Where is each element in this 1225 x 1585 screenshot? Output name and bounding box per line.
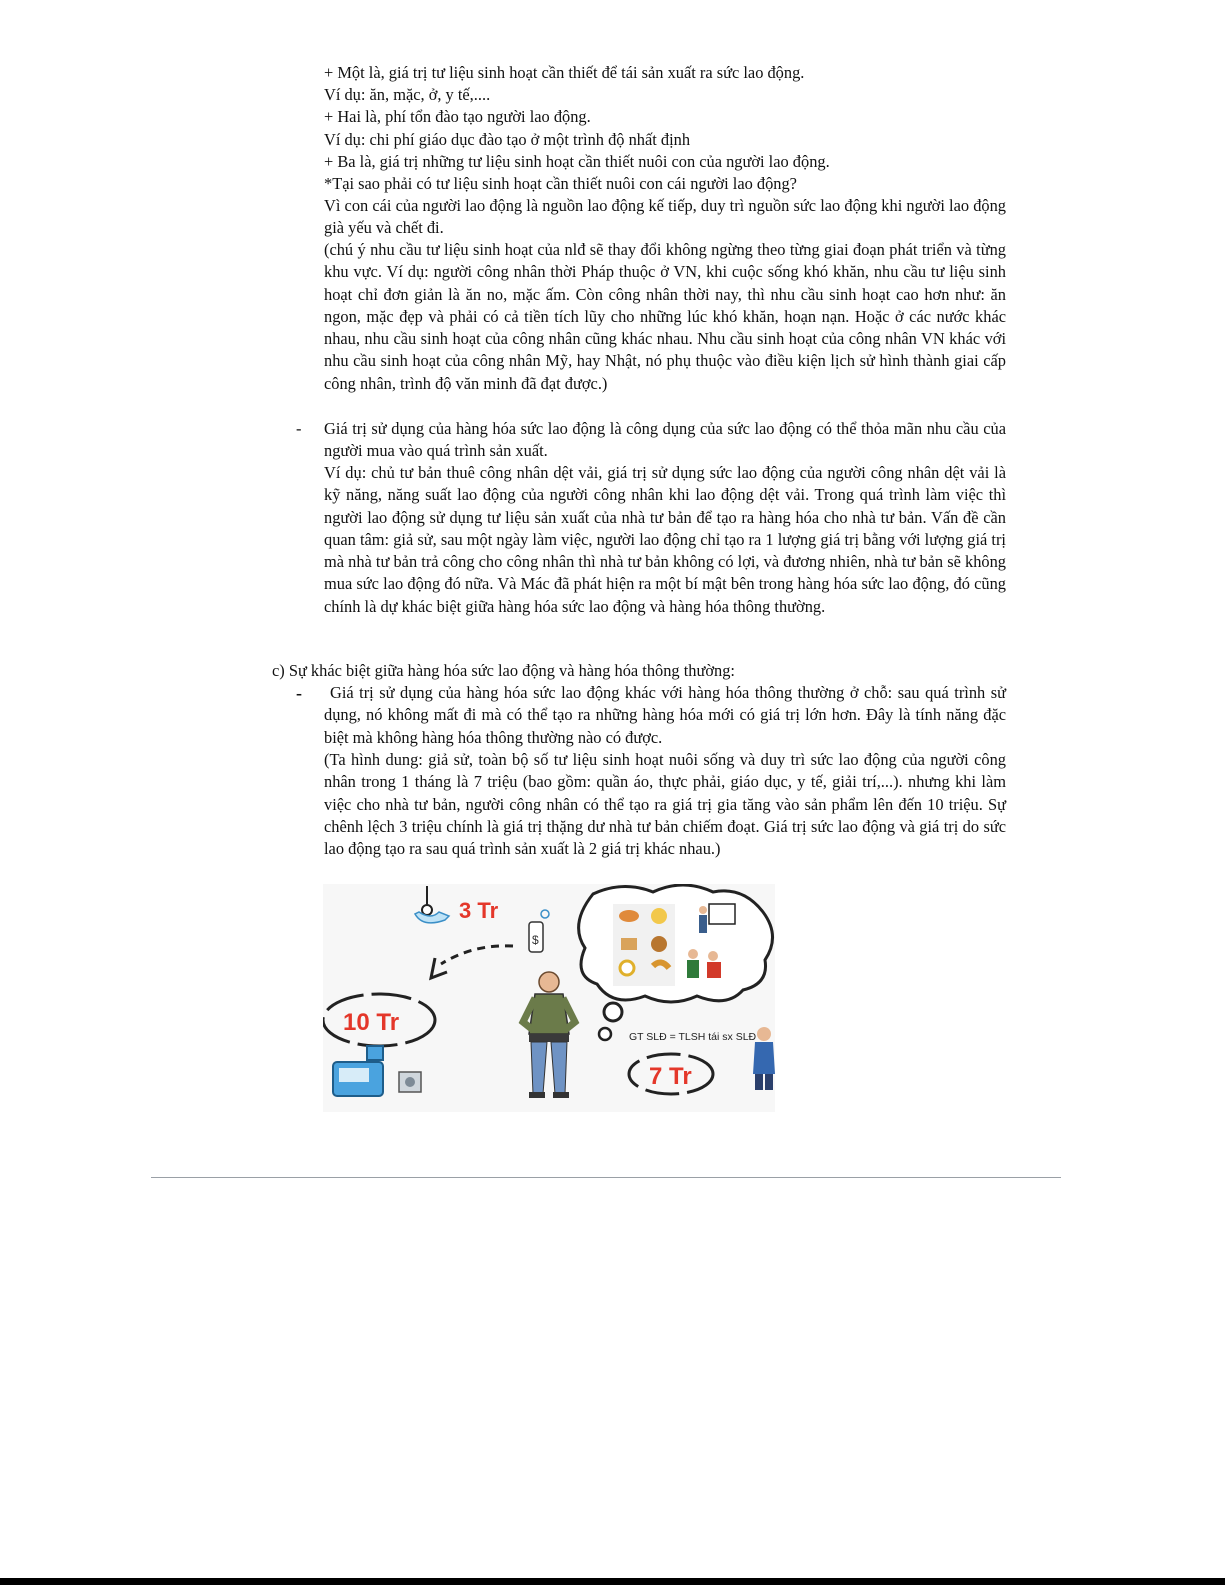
illustration-surplus-value <box>323 884 775 1112</box>
value-7tr-ellipse <box>629 1054 713 1094</box>
text-line-3: + Hai là, phí tổn đào tạo người lao động. <box>324 107 591 126</box>
label-3tr: 3 Tr <box>459 898 499 923</box>
text-line-2: Ví dụ: ăn, mặc, ở, y tế,.... <box>324 85 491 104</box>
value-10tr-ellipse <box>323 994 435 1046</box>
page-divider <box>151 1177 1061 1178</box>
thought-bubble <box>579 885 773 1040</box>
text-line-4: Ví dụ: chi phí giáo dục đào tạo ở một trình độ nhất định <box>324 130 691 149</box>
paragraph-difference: Giá trị sử dụng của hàng hóa sức lao động khác với hàng hóa thông thường ở chỗ: sau quá trình sử dụng, nó không mất đi mà có thể tạo ra những hàng hóa mới có giá trị lớn hơn. Đây là tính năng đặc biệt mà không hàng hóa thông thường nào có được. <box>324 683 1006 747</box>
worker-figure <box>523 972 575 1098</box>
paragraph-use-value: Giá trị sử dụng của hàng hóa sức lao động là công dụng của sức lao động có thể thỏa mãn nhu cầu của người mua vào quá trình sản xuất. <box>324 419 1006 461</box>
text-line-5: + Ba là, giá trị những tư liệu sinh hoạt cần thiết nuôi con của người lao động. <box>324 152 830 171</box>
paragraph-example: Ví dụ: chủ tư bản thuê công nhân dệt vải, giá trị sử dụng sức lao động của người công nhân dệt vải là kỹ năng, năng suất lao động của người công nhân khi lao động dệt vải. Trong quá trình làm việc thì người lao động sử dụng tư liệu sản xuất của nhà tư bản để tạo ra hàng hóa cho nhà tư bản. Vấn đề cần quan tâm: giả sử, sau một ngày làm việc, người lao động chỉ tạo ra 1 lượng giá trị bằng với lượng giá trị mà nhà tư bản trả công cho công nhân thì nhà tư bản không có lợi, và đương nhiên, nhà tư bản sẽ không mua sức lao động đó nữa. Và Mác đã phát hiện ra một bí mật bên trong hàng hóa sức lao động, đó cũng chính là dự khác biệt giữa hàng hóa sức lao động và hàng hóa thông thường. <box>324 463 1006 616</box>
hand-coin-icon <box>415 886 449 923</box>
bottom-edge-bar <box>0 1578 1225 1585</box>
price-tag-icon <box>529 910 549 952</box>
svg-text:$: $ <box>532 933 539 947</box>
paragraph-imagine: (Ta hình dung: giả sử, toàn bộ số tư liệu sinh hoạt nuôi sống và duy trì sức lao động của người công nhân trong 1 tháng là 7 triệu (bao gồm: quần áo, thực phải, giáo dục, y tế, giải trí,...). nhưng khi làm việc cho nhà tư bản, người công nhân có thể tạo ra giá trị gia tăng vào sản phẩm lên đến 10 triệu. Sự chênh lệch 3 triệu chính là giá trị thặng dư nhà tư bản chiếm đoạt. Giá trị sức lao động và giá trị do sức lao động tạo ra sau quá trình sản xuất là 2 giá trị khác nhau.) <box>324 750 1006 859</box>
section-heading-c: c) Sự khác biệt giữa hàng hóa sức lao động và hàng hóa thông thường: <box>272 661 735 680</box>
svg-text:10 Tr: 10 Tr <box>343 1009 400 1036</box>
bullet-dash: - <box>296 419 302 438</box>
text-line-6: *Tại sao phải có tư liệu sinh hoạt cần thiết nuôi con cái người lao động? <box>324 174 797 193</box>
cash-register-icon <box>333 1046 421 1096</box>
paragraph-reason: Vì con cái của người lao động là nguồn lao động kế tiếp, duy trì nguồn sức lao động khi người lao động già yếu và chết đi. <box>324 196 1006 238</box>
svg-text:7 Tr: 7 Tr <box>649 1063 692 1090</box>
paragraph-note: (chú ý nhu cầu tư liệu sinh hoạt của nlđ sẽ thay đổi không ngừng theo từng giai đoạn phát triển và từng khu vực. Ví dụ: người công nhân thời Pháp thuộc ở VN, khi cuộc sống khó khăn, nhu cầu tư liệu sinh hoạt chỉ đơn giản là ăn no, mặc ấm. Còn công nhân thời nay, thì nhu cầu sinh hoạt cao hơn như: ăn ngon, mặc đẹp và phải có cả tiền tích lũy cho những lúc khó khăn, hoạn nạn. Hoặc ở các nước khác nhau, nhu cầu sinh hoạt của công nhân cũng khác nhau. Nhu cầu sinh hoạt của công nhân VN khác với nhu cầu sinh hoạt của công nhân Mỹ, hay Nhật, nó phụ thuộc vào điều kiện lịch sử hình thành giai cấp công nhân, trình độ văn minh đã đạt được.) <box>324 240 1006 393</box>
arrow-dashed-icon <box>441 946 513 964</box>
child-figure <box>753 1027 775 1090</box>
formula-label: GT SLĐ = TLSH tái sx SLĐ <box>629 1031 757 1043</box>
bullet-dash: - <box>296 683 302 703</box>
text-line-1: + Một là, giá trị tư liệu sinh hoạt cần thiết để tái sản xuất ra sức lao động. <box>324 63 805 82</box>
